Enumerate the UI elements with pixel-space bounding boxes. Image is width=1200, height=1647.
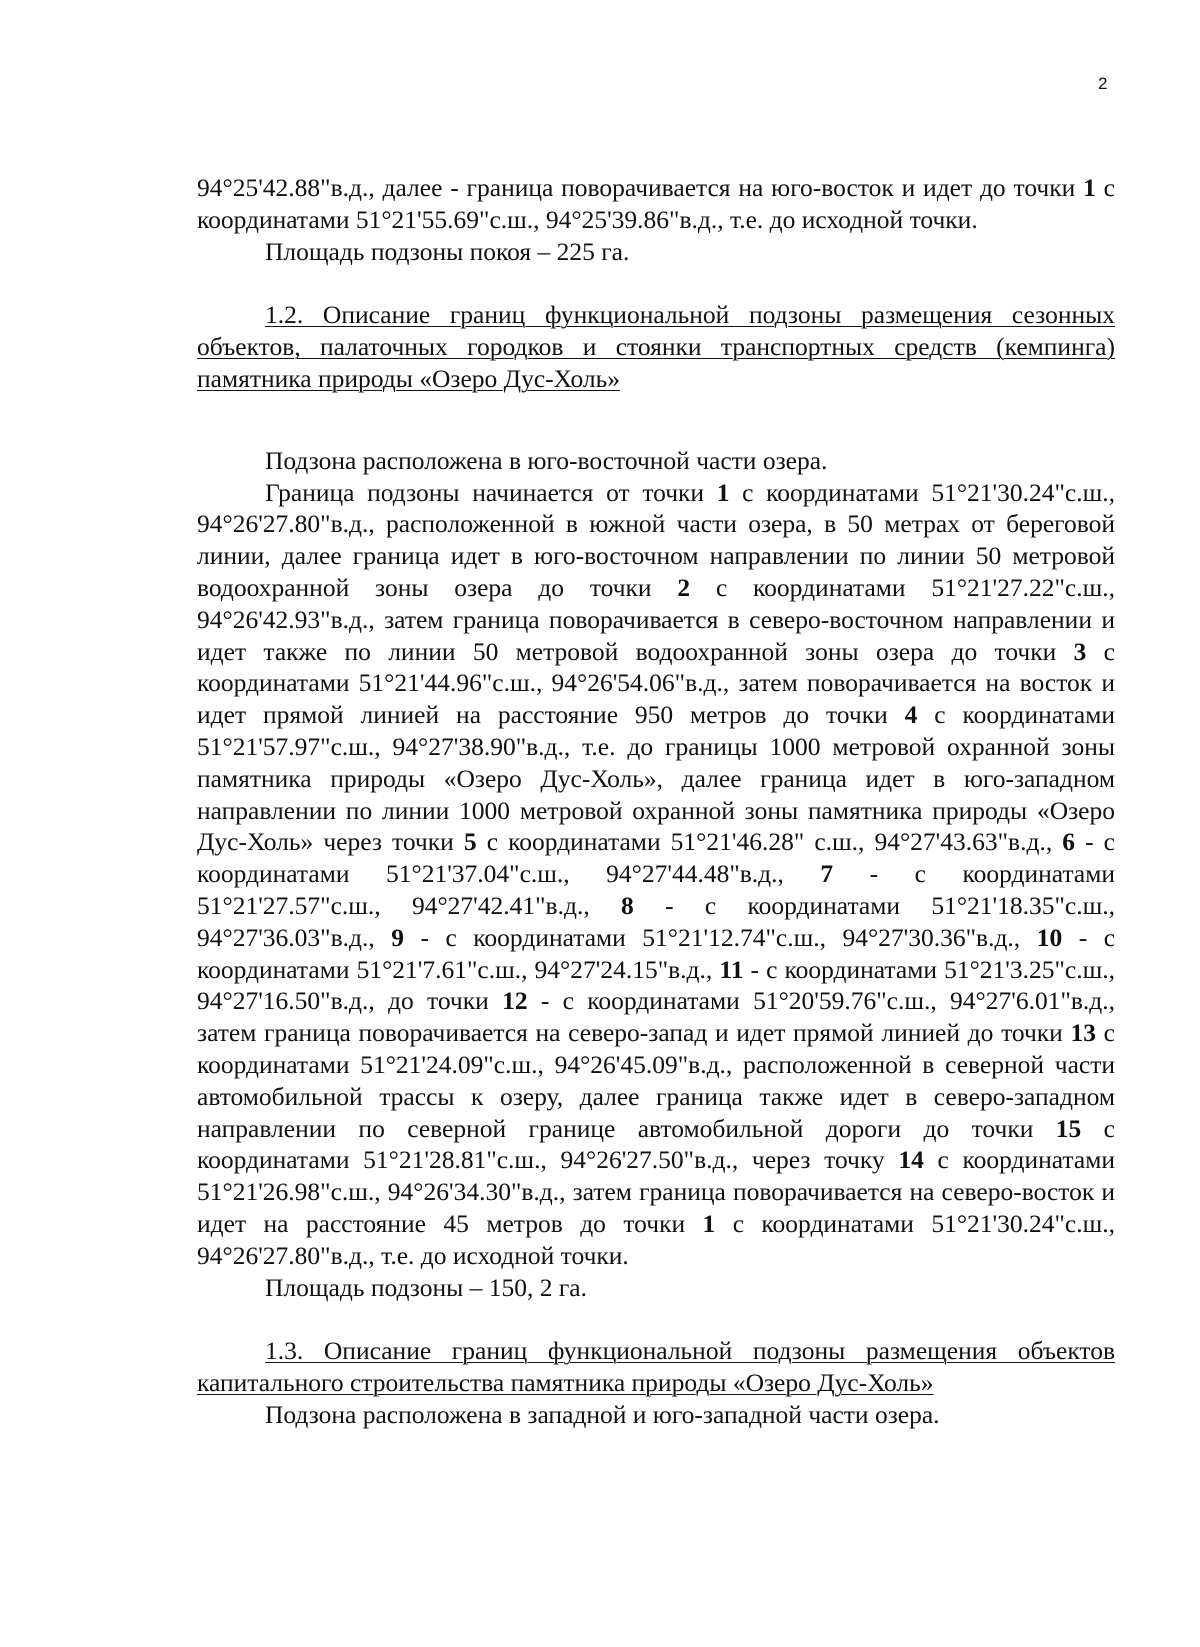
boundary-text-segment: с координатами 51°21'46.28" с.ш., 94°27'43.63"в.д., <box>476 827 1063 857</box>
boundary-text-segment: - с координатами 51°21'12.74"с.ш., 94°27'30.36"в.д., <box>403 922 1037 952</box>
section-1-2-boundary-description <box>197 477 1115 1272</box>
boundary-text-segment: с координатами 51°21'30.24"с.ш., 94°26'27.80"в.д., расположенной в южной части озера, в 50 метрах от береговой линии, далее граница идет в юго-восточном направлении по линии 50 метровой водоохранной зоны озера до точки <box>197 477 1115 602</box>
boundary-text-segment: - с координатами 51°21'7.61"с.ш., 94°27'24.15"в.д., <box>197 922 1116 984</box>
point-number: 2 <box>677 572 691 602</box>
boundary-text-segment: с координатами 51°21'57.97"с.ш., 94°27'38.90"в.д., т.е. до границы 1000 метровой охранной зоны памятника природы «Озеро Дус-Холь», далее граница идет в юго-западном направлении по линии 1000 метровой охранной зоны памятника природы «Озеро Дус-Холь» через точки <box>197 700 1115 857</box>
boundary-text-segment: с координатами 51°21'30.24"с.ш., 94°26'27.80"в.д., т.е. до исходной точки. <box>197 1208 1115 1270</box>
boundary-text-segment: с координатами 51°21'24.09"с.ш., 94°26'45.09"в.д., расположенной в северной части автомобильной трассы к озеру, далее граница также идет в северо-западном направлении по северной границе автомобильной дороги до точки <box>197 1018 1115 1143</box>
boundary-text-segment: с координатами 51°21'28.81"с.ш., 94°26'27.50"в.д., через точку <box>197 1113 1115 1175</box>
section-1-3-location: Подзона расположена в западной и юго-западной части озера. <box>265 1399 940 1429</box>
boundary-text-segment: - с координатами 51°21'18.35"с.ш., 94°27'36.03"в.д., <box>197 890 1115 952</box>
point-number: 15 <box>1055 1113 1082 1143</box>
point-number: 10 <box>1036 922 1063 952</box>
section-1-2-heading: 1.2. Описание границ функциональной подзоны размещения сезонных объектов, палаточных городков и стоянки транспортных средств (кемпинга) памятника природы «Озеро Дус-Холь» <box>197 300 1115 393</box>
boundary-text-segment: - с координатами 51°21'27.57"с.ш., 94°27'42.41"в.д., <box>197 859 1115 920</box>
point-number: 14 <box>898 1145 924 1175</box>
section-1-3-heading: 1.3. Описание границ функциональной подзоны размещения объектов капитального строительства памятника природы «Озеро Дус-Холь» <box>197 1336 1115 1398</box>
continuation-text-1: 94°25'42.88"в.д., далее - граница поворачивается на юго-восток и идет до точки <box>197 173 1084 202</box>
point-number: 3 <box>1073 636 1087 666</box>
point-number: 1 <box>702 1208 716 1238</box>
point-number: 1 <box>1083 173 1096 202</box>
point-number: 9 <box>391 922 404 952</box>
page-number: 2 <box>1098 74 1108 93</box>
section-1-2-area: Площадь подзоны – 150, 2 га. <box>265 1272 587 1302</box>
boundary-text-segment: - с координатами 51°21'37.04"с.ш., 94°27'44.48"в.д., <box>197 827 1115 889</box>
boundary-text-segment: с координатами 51°21'44.96"с.ш., 94°26'54.06"в.д., затем поворачивается на восток и идет прямой линией на расстояние 950 метров до точки <box>197 636 1115 730</box>
point-number: 4 <box>904 700 918 730</box>
point-number: 6 <box>1062 827 1076 857</box>
point-number: 13 <box>1070 1018 1096 1048</box>
spacer <box>197 267 1115 299</box>
point-number: 8 <box>621 890 634 920</box>
boundary-text-segment: - с координатами 51°21'3.25"с.ш., 94°27'16.50"в.д., до точки <box>197 954 1115 1016</box>
spacer <box>197 1303 1115 1335</box>
point-number: 5 <box>463 827 477 857</box>
point-number: 7 <box>820 859 834 889</box>
continuation-text-2: с координатами 51°21'55.69"с.ш., 94°25'39.86"в.д., т.е. до исходной точки. <box>197 173 1115 234</box>
point-number: 11 <box>719 954 744 984</box>
point-number: 12 <box>502 986 528 1016</box>
boundary-text-segment: с координатами 51°21'27.22"с.ш., 94°26'42.93"в.д., затем граница поворачивается в северо-восточном направлении и идет также по линии 50 метровой водоохранной зоны озера до точки <box>197 572 1116 666</box>
section-1-2-location: Подзона расположена в юго-восточной части озера. <box>265 445 828 475</box>
rest-subzone-area: Площадь подзоны покоя – 225 га. <box>265 236 630 266</box>
document-body <box>197 172 1115 1431</box>
spacer <box>197 395 1115 445</box>
continuation-paragraph <box>197 172 1115 236</box>
boundary-text-segment: с координатами 51°21'26.98"с.ш., 94°26'34.30"в.д., затем граница поворачивается на северо-восток и идет на расстояние 45 метров до точки <box>197 1145 1115 1238</box>
boundary-text-segment: Граница подзоны начинается от точки <box>265 477 717 507</box>
point-number: 1 <box>716 477 730 507</box>
boundary-text-segment: - с координатами 51°20'59.76"с.ш., 94°27'6.01"в.д., затем граница поворачивается на северо-запад и идет прямой линией до точки <box>197 986 1115 1048</box>
